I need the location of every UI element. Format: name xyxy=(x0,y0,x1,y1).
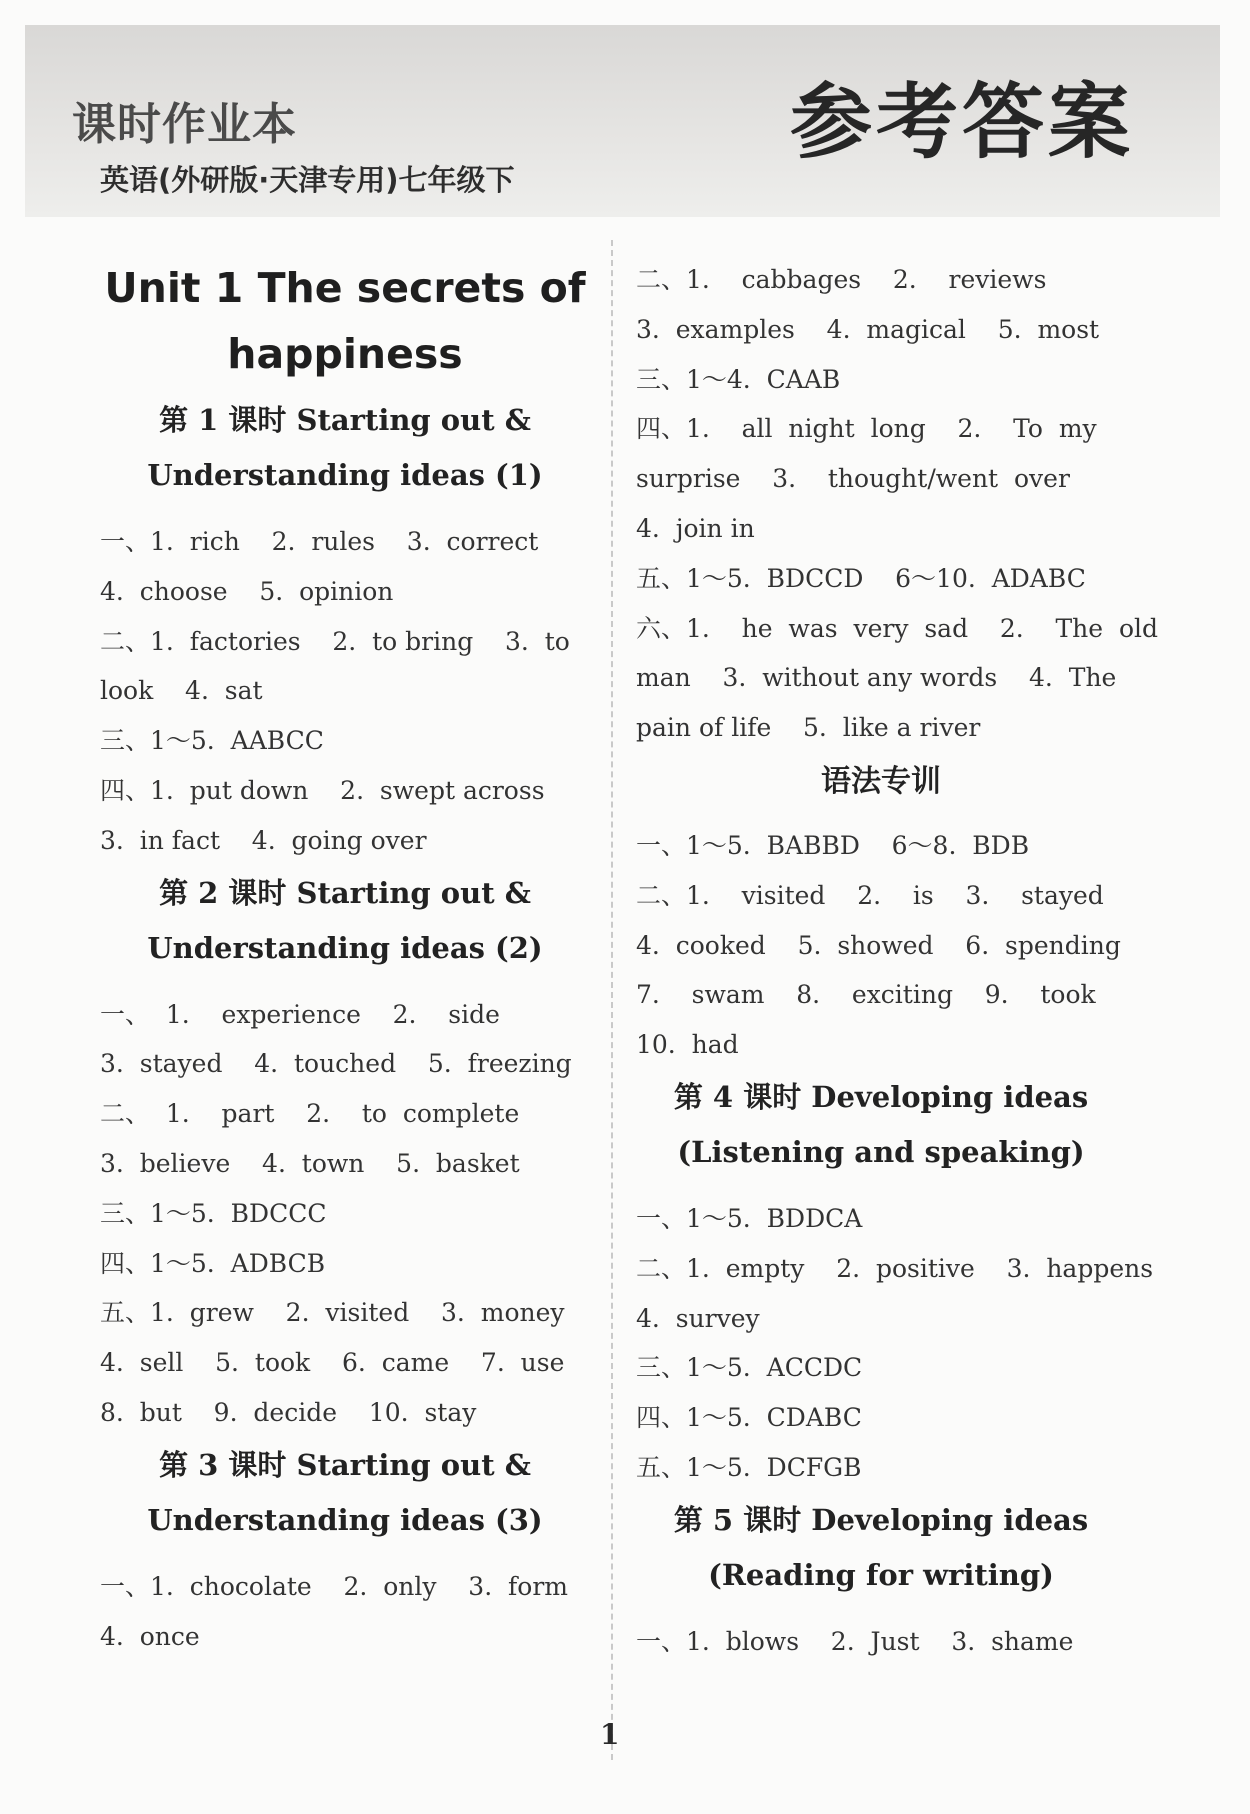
answer-line: surprise 3. thought/went over xyxy=(636,464,1070,494)
lesson-3-title-line2: Understanding ideas (3) xyxy=(147,1502,543,1537)
lesson-3-answers xyxy=(100,1562,590,1662)
lesson-5-answers xyxy=(636,1617,1126,1667)
answer-line: look 4. sat xyxy=(100,676,263,706)
lesson-4-title-line1: 第 4 课时 Developing ideas xyxy=(673,1079,1089,1114)
answer-line: 二、1. visited 2. is 3. stayed xyxy=(636,880,1104,910)
answer-line: 四、1～5. ADBCB xyxy=(100,1248,326,1278)
answer-line: 4. choose 5. opinion xyxy=(100,576,394,606)
lesson-2-title xyxy=(100,866,590,976)
answer-line: 一、1. rich 2. rules 3. correct xyxy=(100,527,539,556)
right-column xyxy=(636,255,1159,1667)
answer-line: 四、1～5. CDABC xyxy=(636,1403,862,1433)
answer-line: 四、1. all night long 2. To my xyxy=(636,414,1097,444)
answer-line: 4. join in xyxy=(636,513,755,543)
grammar-answers xyxy=(636,821,1126,1070)
answer-line: 五、1. grew 2. visited 3. money xyxy=(100,1298,565,1328)
book-subtitle: 英语(外研版·天津专用)七年级下 xyxy=(100,163,515,197)
answer-line: 四、1. put down 2. swept across xyxy=(100,775,545,805)
lesson-5-title-line2: (Reading for writing) xyxy=(708,1557,1054,1592)
unit-title-line2: happiness xyxy=(227,330,463,378)
lesson-1-title-line2: Understanding ideas (1) xyxy=(147,458,543,492)
answer-line: 五、1～5. DCFGB xyxy=(636,1452,862,1482)
page-number: 1 xyxy=(600,1718,620,1751)
answer-line: 一、1～5. BABBD 6～8. BDB xyxy=(636,830,1030,860)
answer-line: 三、1～5. ACCDC xyxy=(636,1353,863,1383)
lesson-3-title-line1: 第 3 课时 Starting out & xyxy=(159,1447,531,1482)
answer-line: 7. swam 8. exciting 9. took xyxy=(636,980,1096,1010)
lesson-3-title xyxy=(100,1438,590,1548)
lesson-4-title-line2: (Listening and speaking) xyxy=(677,1134,1085,1169)
lesson-1-title xyxy=(100,393,590,503)
answer-line: 4. sell 5. took 6. came 7. use xyxy=(100,1348,565,1378)
answer-line: 三、1～5. AABCC xyxy=(100,726,324,756)
lesson-1-answers xyxy=(100,517,590,866)
answer-line: 二、1. factories 2. to bring 3. to xyxy=(100,626,570,656)
answer-line: 一、1. blows 2. Just 3. shame xyxy=(636,1626,1074,1656)
book-title: 课时作业本 xyxy=(72,99,297,150)
answers-title: 参考答案 xyxy=(790,75,1135,170)
left-column xyxy=(100,255,590,1661)
lesson-2-title-line1: 第 2 课时 Starting out & xyxy=(159,875,531,910)
lesson-2-title-line2: Understanding ideas (2) xyxy=(147,930,543,965)
answer-line: 4. cooked 5. showed 6. spending xyxy=(636,930,1121,960)
answer-line: 六、1. he was very sad 2. The old xyxy=(636,613,1159,643)
answer-line: 一、1～5. BDDCA xyxy=(636,1203,863,1233)
answer-line: pain of life 5. like a river xyxy=(636,713,981,743)
answer-line: 3. believe 4. town 5. basket xyxy=(100,1148,520,1178)
answer-line: 一、 1. experience 2. side xyxy=(100,999,500,1029)
answer-line: 二、1. empty 2. positive 3. happens xyxy=(636,1253,1154,1283)
lesson-5-title-line1: 第 5 课时 Developing ideas xyxy=(673,1502,1089,1537)
answer-line: 3. stayed 4. touched 5. freezing xyxy=(100,1049,572,1079)
answer-line: 二、 1. part 2. to complete xyxy=(100,1099,520,1129)
answer-line: 4. survey xyxy=(636,1303,760,1333)
unit-title xyxy=(100,255,590,387)
answer-line: 三、1～5. BDCCC xyxy=(100,1198,327,1228)
answer-line: 一、1. chocolate 2. only 3. form xyxy=(100,1571,568,1601)
column-divider xyxy=(611,240,613,1760)
answer-line: 10. had xyxy=(636,1030,739,1060)
answer-line: 二、1. cabbages 2. reviews xyxy=(636,265,1047,294)
lesson-3-answers-continued xyxy=(636,255,1159,753)
answer-line: 3. examples 4. magical 5. most xyxy=(636,314,1100,344)
lesson-1-title-line1: 第 1 课时 Starting out & xyxy=(159,403,531,437)
answer-line: 4. once xyxy=(100,1621,200,1651)
lesson-5-title xyxy=(636,1493,1126,1603)
lesson-4-title xyxy=(636,1070,1126,1180)
answer-line: 8. but 9. decide 10. stay xyxy=(100,1397,477,1427)
grammar-title: 语法专训 xyxy=(821,763,941,799)
answer-line: 3. in fact 4. going over xyxy=(100,825,427,855)
unit-title-line1: Unit 1 The secrets of xyxy=(104,264,586,312)
answer-line: 五、1～5. BDCCD 6～10. ADABC xyxy=(636,563,1086,593)
answer-line: 三、1～4. CAAB xyxy=(636,364,841,394)
answer-line: man 3. without any words 4. The xyxy=(636,663,1117,693)
lesson-2-answers xyxy=(100,990,590,1438)
lesson-4-answers xyxy=(636,1194,1154,1493)
